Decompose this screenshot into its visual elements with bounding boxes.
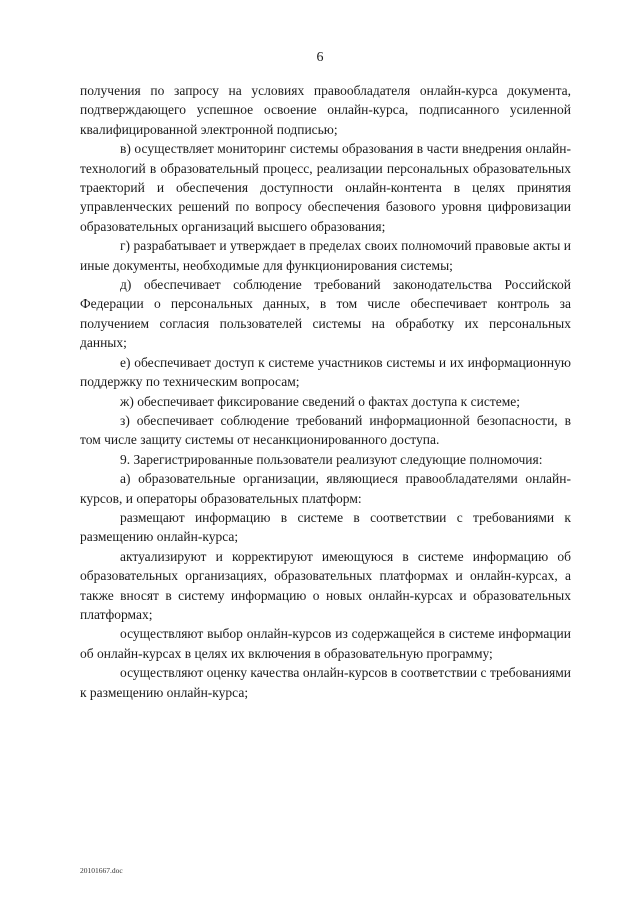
paragraph: з) обеспечивает соблюдение требований информационной безопасности, в том числе защиту системы от несанкционированного доступа. — [80, 412, 571, 448]
paragraph: получения по запросу на условиях правообладателя онлайн-курса документа, подтверждающего успешное освоение онлайн-курса, подписанного усиленной квалифицированной электронной подписью; — [80, 83, 571, 137]
paragraph: г) разрабатывает и утверждает в пределах своих полномочий правовые акты и иные документы, необходимые для функционирования системы; — [80, 238, 571, 273]
page-number: 6 — [316, 50, 324, 65]
document-body — [80, 81, 571, 702]
paragraph: а) образовательные организации, являющиеся правообладателями онлайн-курсов, и операторы образовательных платформ: — [80, 471, 571, 506]
paragraph: д) обеспечивает соблюдение требований законодательства Российской Федерации о персональных данных, в том числе обеспечивает контроль за получением согласия пользователей системы на обработку их персональных данных; — [80, 277, 571, 351]
paragraph: е) обеспечивает доступ к системе участников системы и их информационную поддержку по техническим вопросам; — [80, 354, 571, 390]
paragraph: осуществляют выбор онлайн-курсов из содержащейся в системе информации об онлайн-курсах в целях их включения в образовательную программу; — [80, 626, 571, 661]
paragraph: осуществляют оценку качества онлайн-курсов в соответствии с требованиями к размещению онлайн-курса; — [80, 665, 571, 700]
paragraph: актуализируют и корректируют имеющуюся в системе информацию об образовательных организациях, образовательных платформах и онлайн-курсах, а также вносят в систему информацию о новых онлайн-курсах и образовательных платформах; — [80, 548, 571, 622]
paragraph: ж) обеспечивает фиксирование сведений о фактах доступа к системе; — [120, 393, 520, 409]
file-name-footer: 20101667.doc — [80, 866, 123, 875]
paragraph: 9. Зарегистрированные пользователи реализуют следующие полномочия: — [120, 451, 543, 467]
paragraph: в) осуществляет мониторинг системы образования в части внедрения онлайн-технологий в образовательный процесс, реализации персональных образовательных траекторий и обеспечения доступности онлайн-контента в целях принятия управленческих решений по вопросу обеспечения базового уровня цифровизации образовательных организаций высшего образования; — [80, 141, 571, 234]
paragraph: размещают информацию в системе в соответствии с требованиями к размещению онлайн-курса; — [80, 509, 571, 545]
